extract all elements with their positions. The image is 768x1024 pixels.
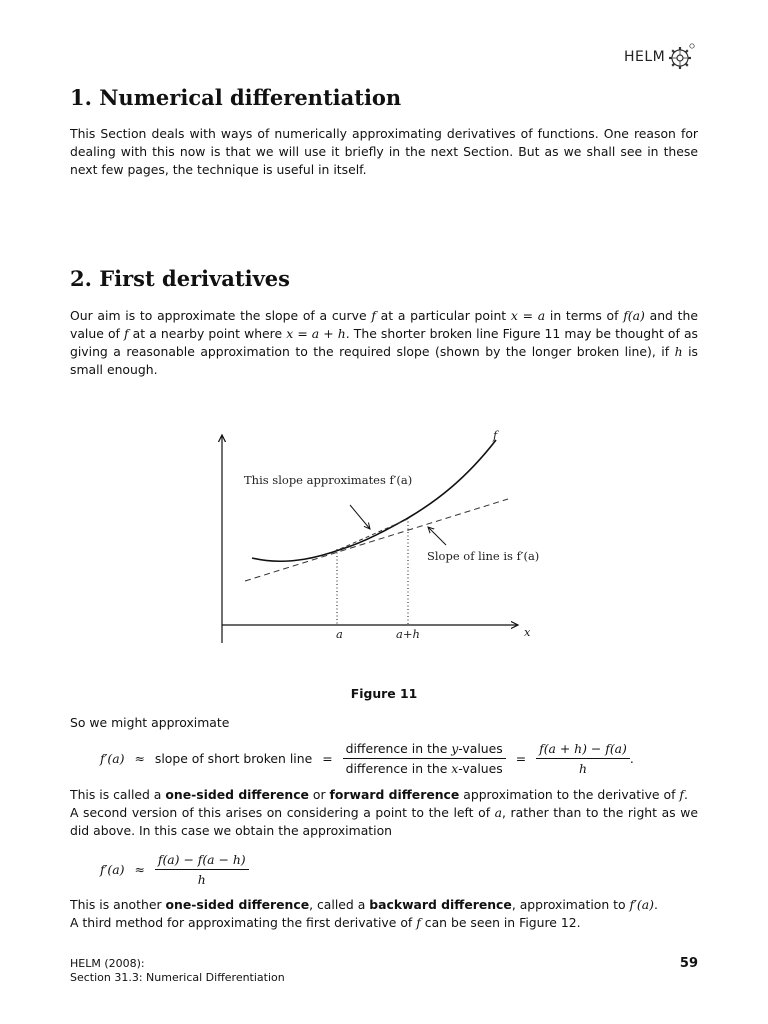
label-a: a [336,627,343,641]
figure-caption: Figure 11 [350,686,418,701]
paragraph-forward-difference: This is called a one-sided difference or forward difference approximation to the derivative of f. A second version of this arises on considering a point to the left of a, rather than to the right as we did above. In this case we obtain the approximation [70,787,698,838]
pointer-slope [428,527,446,545]
logo-text: HELM [624,49,666,65]
section-1-paragraph: This Section deals with ways of numerically approximating derivatives of functions. One reason for dealing with this now is that we will use it briefly in the next Section. But as we shall see in these next few pages, the technique is useful in itself. [70,126,698,177]
page-number: 59 [679,956,698,971]
footer-source [70,957,285,985]
section-2-paragraph: Our aim is to approximate the slope of a curve f at a particular point x = a in terms of f(a) and the value of f at a nearby point where x = a + h. The shorter broken line Figure 11 may be thought of as giving a reasonable approximation to the required slope (shown by the longer broken line), if h is small enough. [70,308,698,377]
tangent-line [245,499,508,581]
equation-backward: f′(a) ≈ $\frac{f(a) - f(a - h)}{h}$ [100,852,249,887]
pointer-approx [350,505,370,529]
paragraph-backward-difference: This is another one-sided difference, called a backward difference, approximation to f′(a). A third method for approximating the first derivative of f can be seen in Figure 12. [70,897,658,930]
footer-line-1: HELM (2008): [70,957,145,970]
lead-text: So we might approximate [70,715,230,730]
footer-line-2: Section 31.3: Numerical Differentiation [70,971,285,984]
equation-forward: f′(a) ≈ slope of short broken line = $\frac{\text{difference in the y-values}}{\text{difference in the x-values}}$ = $\frac{f(a + h) - f(a)}{h}$ . [100,741,634,776]
section-2-title: 2. First derivatives [70,266,290,291]
label-x: x [524,625,531,639]
label-approx-slope: This slope approximates f′(a) [244,473,413,487]
secant-line [340,518,410,549]
cog-icon [666,42,696,72]
label-a-plus-h: a+h [396,627,420,641]
figure-11-diagram [200,425,540,655]
section-1-title: 1. Numerical differentiation [70,85,402,110]
helm-logo [624,42,696,72]
label-tangent-slope: Slope of line is f′(a) [427,549,540,563]
label-f: f [493,428,498,442]
curve-f [252,440,496,561]
